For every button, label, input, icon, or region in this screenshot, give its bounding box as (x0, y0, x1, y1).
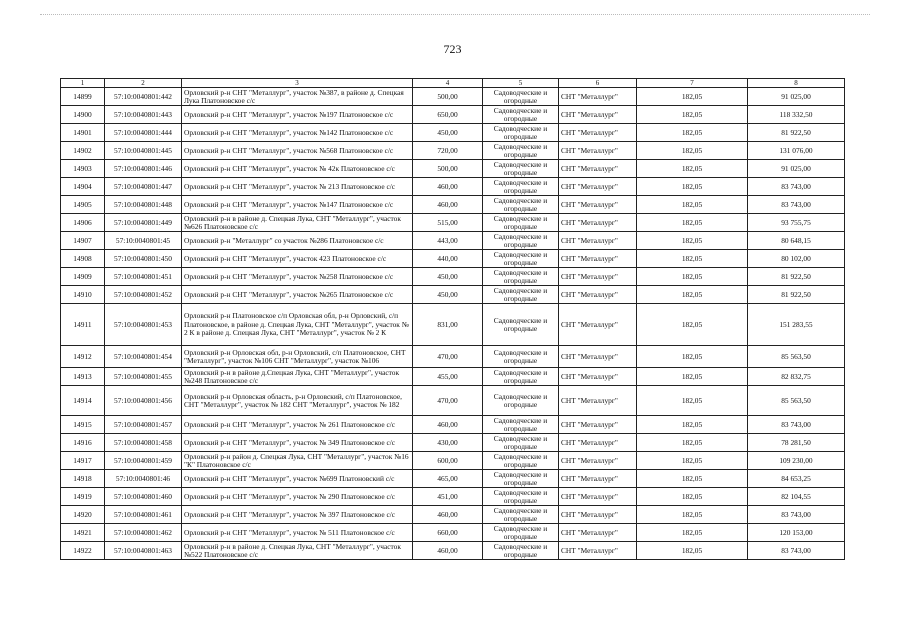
cadastral-number: 57:10:0040801:452 (105, 286, 182, 304)
unit-value: 182,05 (637, 232, 748, 250)
table-row (61, 542, 845, 560)
parcel-address: Орловский р-н район д. Спецкая Лука, СНТ "Металлург", участок №16 "К" Платоновское с/с (182, 452, 413, 470)
column-header: 6 (559, 79, 637, 88)
parcel-area: 450,00 (413, 286, 483, 304)
parcel-area: 430,00 (413, 434, 483, 452)
cadastral-value: 83 743,00 (748, 178, 845, 196)
land-use-category: Садоводческие и огородные (483, 160, 559, 178)
cadastral-value: 91 025,00 (748, 160, 845, 178)
unit-value: 182,05 (637, 142, 748, 160)
row-number: 14901 (61, 124, 105, 142)
table-row (61, 142, 845, 160)
organization: СНТ "Металлург" (559, 506, 637, 524)
column-header: 5 (483, 79, 559, 88)
land-use-category: Садоводческие и огородные (483, 470, 559, 488)
cadastral-number: 57:10:0040801:442 (105, 88, 182, 106)
unit-value: 182,05 (637, 88, 748, 106)
organization: СНТ "Металлург" (559, 142, 637, 160)
organization: СНТ "Металлург" (559, 416, 637, 434)
cadastral-number: 57:10:0040801:46 (105, 470, 182, 488)
land-use-category: Садоводческие и огородные (483, 434, 559, 452)
unit-value: 182,05 (637, 524, 748, 542)
table-row (61, 232, 845, 250)
unit-value: 182,05 (637, 196, 748, 214)
cadastral-value: 85 563,50 (748, 346, 845, 368)
row-number: 14917 (61, 452, 105, 470)
row-number: 14900 (61, 106, 105, 124)
unit-value: 182,05 (637, 506, 748, 524)
table-row (61, 286, 845, 304)
table-row (61, 416, 845, 434)
table-row (61, 214, 845, 232)
parcel-area: 450,00 (413, 124, 483, 142)
unit-value: 182,05 (637, 214, 748, 232)
parcel-address: Орловский р-н Платоновское с/п Орловская обл, р-н Орловский, с/п Платоновское, в районе д. Спецкая Лука, СНТ "Металлург", участок № 2 К в районе д. Спецкая Лука, СНТ "Металлург", участок № 2 К (182, 304, 413, 346)
cadastral-number: 57:10:0040801:460 (105, 488, 182, 506)
parcel-address: Орловский р-н СНТ "Металлург", участок № 213 Платоновское с/с (182, 178, 413, 196)
parcel-area: 460,00 (413, 178, 483, 196)
unit-value: 182,05 (637, 368, 748, 386)
unit-value: 182,05 (637, 386, 748, 416)
land-use-category: Садоводческие и огородные (483, 250, 559, 268)
organization: СНТ "Металлург" (559, 488, 637, 506)
parcel-area: 470,00 (413, 386, 483, 416)
unit-value: 182,05 (637, 160, 748, 178)
row-number: 14916 (61, 434, 105, 452)
parcel-area: 451,00 (413, 488, 483, 506)
parcel-address: Орловский р-н СНТ "Металлург", участок № 397 Платоновское с/с (182, 506, 413, 524)
unit-value: 182,05 (637, 268, 748, 286)
parcel-address: Орловский р-н СНТ "Металлург", участок 423 Платоновское с/с (182, 250, 413, 268)
row-number: 14918 (61, 470, 105, 488)
organization: СНТ "Металлург" (559, 106, 637, 124)
organization: СНТ "Металлург" (559, 268, 637, 286)
table-row (61, 452, 845, 470)
row-number: 14904 (61, 178, 105, 196)
row-number: 14908 (61, 250, 105, 268)
cadastral-number: 57:10:0040801:446 (105, 160, 182, 178)
land-use-category: Садоводческие и огородные (483, 346, 559, 368)
cadastral-number: 57:10:0040801:45 (105, 232, 182, 250)
land-use-category: Садоводческие и огородные (483, 452, 559, 470)
cadastral-number: 57:10:0040801:444 (105, 124, 182, 142)
organization: СНТ "Металлург" (559, 178, 637, 196)
table-row (61, 304, 845, 346)
organization: СНТ "Металлург" (559, 542, 637, 560)
unit-value: 182,05 (637, 416, 748, 434)
scan-artifact-line (40, 14, 870, 19)
row-number: 14921 (61, 524, 105, 542)
parcel-address: Орловский р-н СНТ "Металлург", участок № 511 Платоновское с/с (182, 524, 413, 542)
cadastral-number: 57:10:0040801:451 (105, 268, 182, 286)
cadastral-number: 57:10:0040801:456 (105, 386, 182, 416)
parcel-address: Орловский р-н в районе д. Спецкая Лука, СНТ "Металлург", участок №522 Платоновское с/с (182, 542, 413, 560)
parcel-address: Орловский р-н СНТ "Металлург", участок №258 Платоновское с/с (182, 268, 413, 286)
parcel-area: 500,00 (413, 88, 483, 106)
land-use-category: Садоводческие и огородные (483, 488, 559, 506)
organization: СНТ "Металлург" (559, 524, 637, 542)
cadastral-value: 80 102,00 (748, 250, 845, 268)
parcel-area: 515,00 (413, 214, 483, 232)
land-use-category: Садоводческие и огородные (483, 368, 559, 386)
cadastral-number: 57:10:0040801:447 (105, 178, 182, 196)
unit-value: 182,05 (637, 286, 748, 304)
table-row (61, 88, 845, 106)
cadastral-number: 57:10:0040801:450 (105, 250, 182, 268)
cadastral-number: 57:10:0040801:448 (105, 196, 182, 214)
cadastral-value: 82 832,75 (748, 368, 845, 386)
parcel-address: Орловский р-н СНТ "Металлург", участок № 261 Платоновское с/с (182, 416, 413, 434)
parcel-address: Орловский р-н СНТ "Металлург", участок №699 Платоновский с/с (182, 470, 413, 488)
table-header-row (61, 79, 845, 88)
row-number: 14919 (61, 488, 105, 506)
parcel-address: Орловский р-н "Металлург" со участок №286 Платоновское с/с (182, 232, 413, 250)
land-use-category: Садоводческие и огородные (483, 524, 559, 542)
parcel-address: Орловский р-н в районе д.Спецкая Лука, СНТ "Металлург", участок №248 Платоновское с/с (182, 368, 413, 386)
parcel-address: Орловский р-н СНТ "Металлург", участок №568 Платоновское с/с (182, 142, 413, 160)
table-row (61, 506, 845, 524)
cadastral-number: 57:10:0040801:454 (105, 346, 182, 368)
row-number: 14915 (61, 416, 105, 434)
unit-value: 182,05 (637, 346, 748, 368)
cadastral-value: 151 283,55 (748, 304, 845, 346)
organization: СНТ "Металлург" (559, 160, 637, 178)
parcel-area: 455,00 (413, 368, 483, 386)
land-use-category: Садоводческие и огородные (483, 416, 559, 434)
cadastral-value: 81 922,50 (748, 268, 845, 286)
parcel-address: Орловский р-н Орловская обл, р-н Орловский, с/п Платоновское, СНТ "Металлург", участок №106 СНТ "Металлург", участок №106 (182, 346, 413, 368)
unit-value: 182,05 (637, 542, 748, 560)
parcel-area: 720,00 (413, 142, 483, 160)
cadastral-value: 91 025,00 (748, 88, 845, 106)
cadastral-number: 57:10:0040801:463 (105, 542, 182, 560)
unit-value: 182,05 (637, 178, 748, 196)
organization: СНТ "Металлург" (559, 452, 637, 470)
parcel-area: 831,00 (413, 304, 483, 346)
land-use-category: Садоводческие и огородные (483, 142, 559, 160)
table-row (61, 488, 845, 506)
row-number: 14922 (61, 542, 105, 560)
row-number: 14913 (61, 368, 105, 386)
parcel-area: 470,00 (413, 346, 483, 368)
column-header: 2 (105, 79, 182, 88)
organization: СНТ "Металлург" (559, 196, 637, 214)
cadastral-value: 109 230,00 (748, 452, 845, 470)
row-number: 14911 (61, 304, 105, 346)
parcel-address: Орловский р-н СНТ "Металлург", участок № 290 Платоновское с/с (182, 488, 413, 506)
land-use-category: Садоводческие и огородные (483, 178, 559, 196)
organization: СНТ "Металлург" (559, 434, 637, 452)
cadastral-value: 82 104,55 (748, 488, 845, 506)
cadastral-number: 57:10:0040801:455 (105, 368, 182, 386)
cadastral-value: 80 648,15 (748, 232, 845, 250)
land-use-category: Садоводческие и огородные (483, 214, 559, 232)
organization: СНТ "Металлург" (559, 124, 637, 142)
unit-value: 182,05 (637, 470, 748, 488)
land-use-category: Садоводческие и огородные (483, 304, 559, 346)
parcel-address: Орловский р-н СНТ "Металлург", участок №197 Платоновское с/с (182, 106, 413, 124)
table-row (61, 368, 845, 386)
parcel-area: 450,00 (413, 268, 483, 286)
cadastral-value: 81 922,50 (748, 286, 845, 304)
table-row (61, 160, 845, 178)
land-use-category: Садоводческие и огородные (483, 542, 559, 560)
parcel-address: Орловский р-н СНТ "Металлург", участок №387, в районе д. Спецкая Лука Платоновское с/с (182, 88, 413, 106)
land-use-category: Садоводческие и огородные (483, 106, 559, 124)
table-row (61, 124, 845, 142)
parcel-area: 460,00 (413, 506, 483, 524)
cadastral-value: 93 755,75 (748, 214, 845, 232)
column-header: 3 (182, 79, 413, 88)
cadastral-value: 81 922,50 (748, 124, 845, 142)
row-number: 14906 (61, 214, 105, 232)
row-number: 14914 (61, 386, 105, 416)
land-use-category: Садоводческие и огородные (483, 88, 559, 106)
cadastral-number: 57:10:0040801:462 (105, 524, 182, 542)
table-row (61, 196, 845, 214)
row-number: 14903 (61, 160, 105, 178)
cadastral-number: 57:10:0040801:458 (105, 434, 182, 452)
column-header: 1 (61, 79, 105, 88)
table-row (61, 346, 845, 368)
organization: СНТ "Металлург" (559, 304, 637, 346)
organization: СНТ "Металлург" (559, 386, 637, 416)
table-row (61, 386, 845, 416)
parcel-address: Орловский р-н СНТ "Металлург", участок № 349 Платоновское с/с (182, 434, 413, 452)
parcel-address: Орловский р-н СНТ "Металлург", участок № 42к Платоновское с/с (182, 160, 413, 178)
unit-value: 182,05 (637, 304, 748, 346)
cadastral-number: 57:10:0040801:461 (105, 506, 182, 524)
parcel-area: 650,00 (413, 106, 483, 124)
cadastral-value: 118 332,50 (748, 106, 845, 124)
cadastral-value: 131 076,00 (748, 142, 845, 160)
cadastral-number: 57:10:0040801:453 (105, 304, 182, 346)
land-use-category: Садоводческие и огородные (483, 196, 559, 214)
land-registry-table (60, 78, 845, 560)
parcel-address: Орловский р-н СНТ "Металлург", участок №147 Платоновское с/с (182, 196, 413, 214)
column-header: 4 (413, 79, 483, 88)
cadastral-number: 57:10:0040801:449 (105, 214, 182, 232)
parcel-address: Орловский р-н СНТ "Металлург", участок №265 Платоновское с/с (182, 286, 413, 304)
organization: СНТ "Металлург" (559, 286, 637, 304)
land-use-category: Садоводческие и огородные (483, 124, 559, 142)
parcel-area: 465,00 (413, 470, 483, 488)
table-row (61, 434, 845, 452)
organization: СНТ "Металлург" (559, 470, 637, 488)
parcel-area: 600,00 (413, 452, 483, 470)
parcel-area: 460,00 (413, 542, 483, 560)
cadastral-value: 120 153,00 (748, 524, 845, 542)
land-use-category: Садоводческие и огородные (483, 286, 559, 304)
table-row (61, 106, 845, 124)
parcel-area: 660,00 (413, 524, 483, 542)
column-header: 8 (748, 79, 845, 88)
organization: СНТ "Металлург" (559, 250, 637, 268)
organization: СНТ "Металлург" (559, 88, 637, 106)
cadastral-number: 57:10:0040801:457 (105, 416, 182, 434)
land-use-category: Садоводческие и огородные (483, 386, 559, 416)
cadastral-value: 83 743,00 (748, 542, 845, 560)
cadastral-number: 57:10:0040801:443 (105, 106, 182, 124)
land-use-category: Садоводческие и огородные (483, 506, 559, 524)
unit-value: 182,05 (637, 124, 748, 142)
table-row (61, 470, 845, 488)
row-number: 14902 (61, 142, 105, 160)
row-number: 14907 (61, 232, 105, 250)
row-number: 14899 (61, 88, 105, 106)
page-number: 723 (443, 42, 462, 56)
row-number: 14910 (61, 286, 105, 304)
organization: СНТ "Металлург" (559, 346, 637, 368)
table-row (61, 178, 845, 196)
cadastral-value: 83 743,00 (748, 506, 845, 524)
parcel-address: Орловский р-н Орловская область, р-н Орловский, с/п Платоновское, СНТ "Металлург", участок № 182 СНТ "Металлург", участок № 182 (182, 386, 413, 416)
table-row (61, 268, 845, 286)
row-number: 14920 (61, 506, 105, 524)
column-header: 7 (637, 79, 748, 88)
table-row (61, 250, 845, 268)
land-use-category: Садоводческие и огородные (483, 232, 559, 250)
unit-value: 182,05 (637, 250, 748, 268)
parcel-area: 460,00 (413, 416, 483, 434)
cadastral-value: 83 743,00 (748, 416, 845, 434)
parcel-area: 443,00 (413, 232, 483, 250)
cadastral-number: 57:10:0040801:459 (105, 452, 182, 470)
parcel-area: 500,00 (413, 160, 483, 178)
unit-value: 182,05 (637, 452, 748, 470)
cadastral-value: 85 563,50 (748, 386, 845, 416)
unit-value: 182,05 (637, 488, 748, 506)
unit-value: 182,05 (637, 106, 748, 124)
organization: СНТ "Металлург" (559, 368, 637, 386)
cadastral-value: 83 743,00 (748, 196, 845, 214)
table-row (61, 524, 845, 542)
cadastral-value: 84 653,25 (748, 470, 845, 488)
organization: СНТ "Металлург" (559, 232, 637, 250)
land-use-category: Садоводческие и огородные (483, 268, 559, 286)
row-number: 14909 (61, 268, 105, 286)
row-number: 14912 (61, 346, 105, 368)
cadastral-value: 78 281,50 (748, 434, 845, 452)
organization: СНТ "Металлург" (559, 214, 637, 232)
parcel-address: Орловский р-н СНТ "Металлург", участок №142 Платоновское с/с (182, 124, 413, 142)
parcel-area: 440,00 (413, 250, 483, 268)
cadastral-number: 57:10:0040801:445 (105, 142, 182, 160)
unit-value: 182,05 (637, 434, 748, 452)
parcel-area: 460,00 (413, 196, 483, 214)
row-number: 14905 (61, 196, 105, 214)
parcel-address: Орловский р-н в районе д. Спецкая Лука, СНТ "Металлург", участок №626 Платоновское с/с (182, 214, 413, 232)
